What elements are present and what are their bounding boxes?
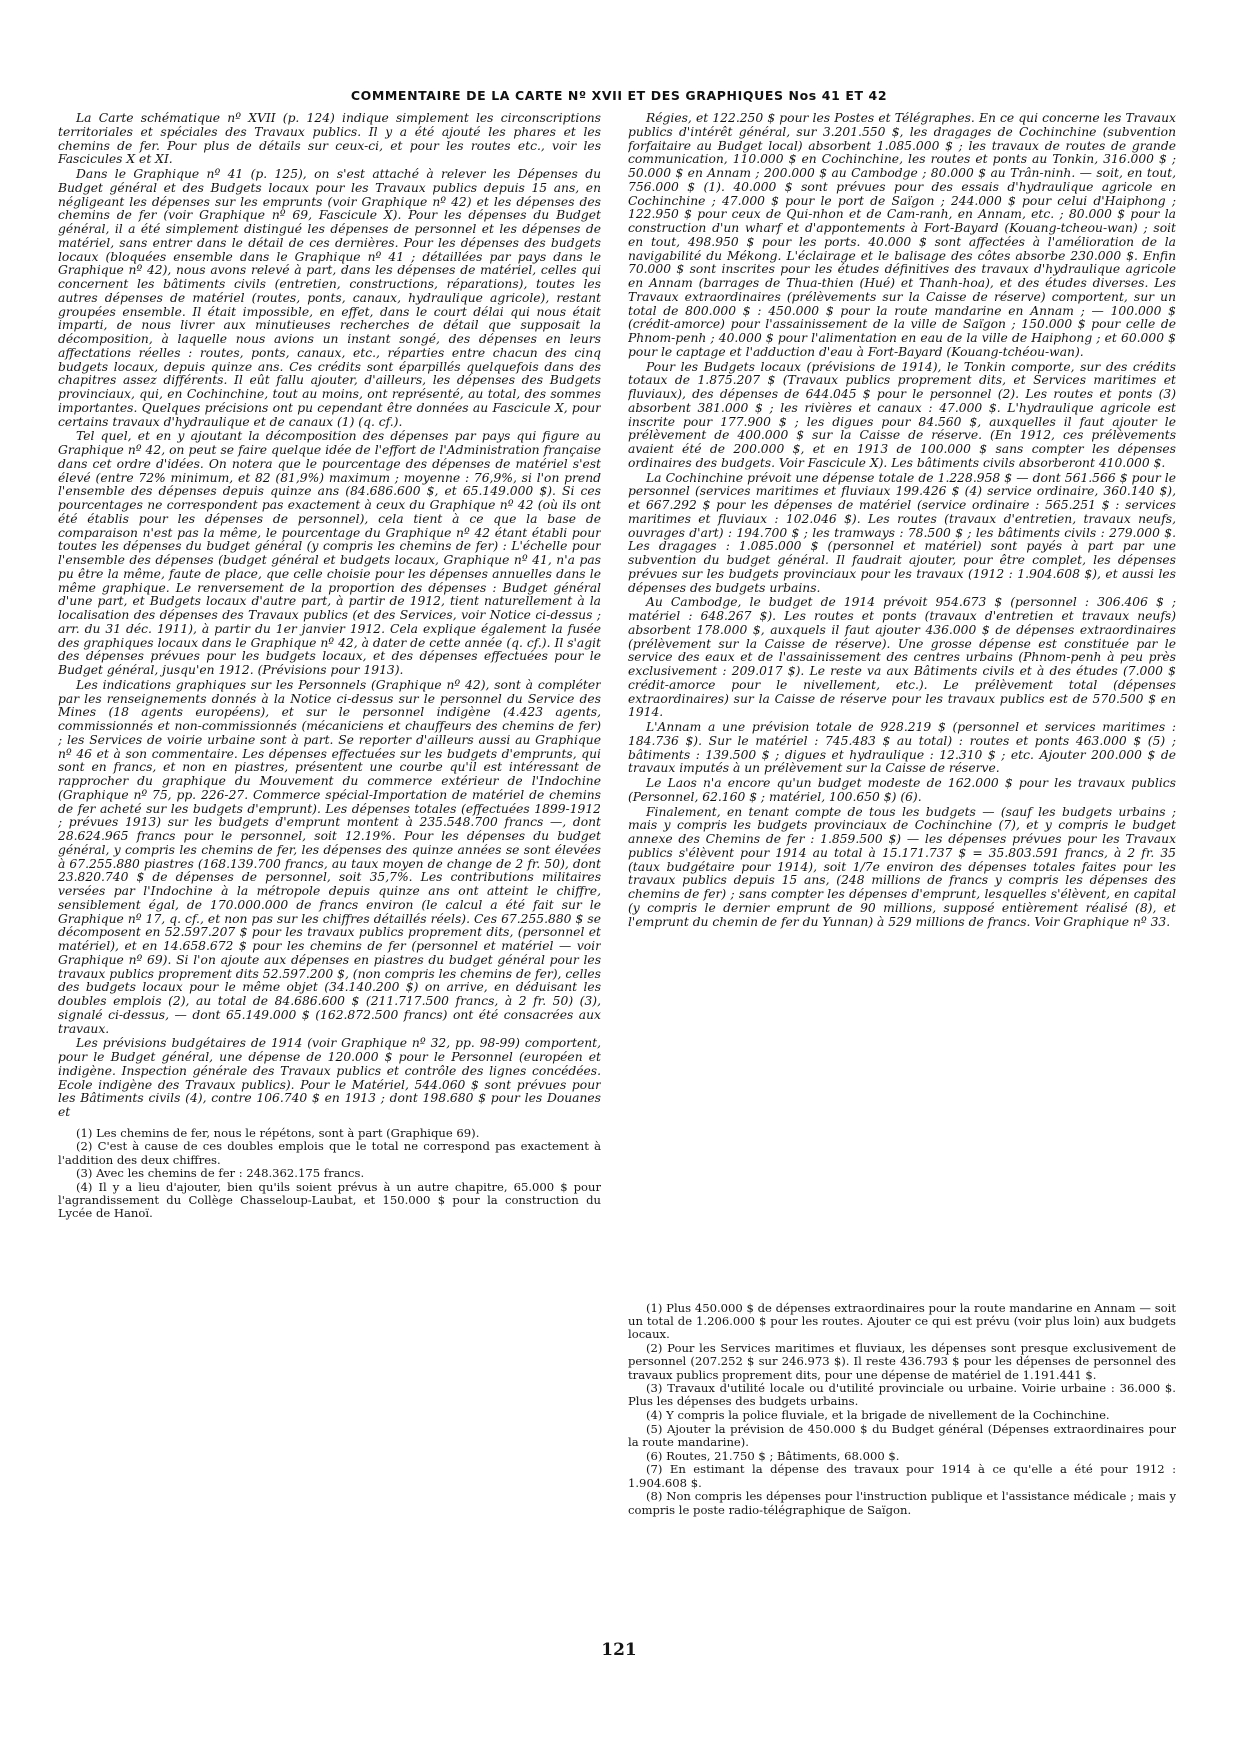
footnote: (1) Les chemins de fer, nous le répétons, sont à part (Graphique 69). [76, 1125, 480, 1140]
footnote: (7) En estimant la dépense des travaux pour 1914 à ce qu'elle a été pour 1912 : 1.904.608 $. [628, 1462, 1176, 1490]
page-number: 121 [601, 1640, 637, 1660]
body-paragraph: Pour les Budgets locaux (prévisions de 1914), le Tonkin comporte, sur des crédits totaux de 1.875.207 $ (Travaux publics proprement dits, et Services maritimes et fluviaux), des dépenses de 644.045 $ pour le personnel (2). Les routes et ponts (3) absorbent 381.000 $ ; les rivières et canaux : 47.000 $. L'hydraulique agricole est inscrite pour 177.900 $ ; les digues pour 84.560 $, auxquelles il faut ajouter le prélèvement de 400.000 $ sur la Caisse de réserve. (En 1912, ces prélèvements avaient été de 200.000 $, et en 1913 de 100.000 $ sans compter les dépenses ordinaires des budgets. Voir Fascicule X). Les bâtiments civils absorberont 410.000 $. [628, 359, 1176, 470]
body-paragraph: La Cochinchine prévoit une dépense totale de 1.228.958 $ — dont 561.566 $ pour le personnel (services maritimes et fluviaux 199.426 $ (4) service ordinaire, 360.140 $), et 667.292 $ pour les dépenses de matériel (service ordinaire : 565.251 $ : services maritimes et fluviaux : 102.046 $). Les routes (travaux d'entretien, travaux neufs, ouvrages d'art) : 194.700 $ ; les tramways : 78.500 $ ; les bâtiments civils : 279.000 $. Les dragages : 1.085.000 $ (personnel et matériel) sont payés à part par une subvention du budget général. Il faudrait ajouter, pour être complet, les dépenses prévues sur les budgets provinciaux pour les travaux (1912 : 1.904.608 $), et aussi les dépenses des budgets urbains. [628, 470, 1176, 595]
body-paragraph: Finalement, en tenant compte de tous les budgets — (sauf les budgets urbains ; mais y compris les budgets provinciaux de Cochinchine (7), et y compris le budget annexe des Chemins de fer : 1.859.500 $) — les dépenses prévues pour les Travaux publics s'élèvent pour 1914 au total à 15.171.737 $ = 35.803.591 francs, à 2 fr. 35 (taux budgétaire pour 1914), soit 1/7e environ des dépenses totales faites pour les travaux publics depuis 15 ans, (248 millions de francs y compris les dépenses des chemins de fer) ; sans compter les dépenses d'emprunt, lesquelles s'élèvent, en capital (y compris le dernier emprunt de 90 millions, supposé entièrement réalisé (8), et l'emprunt du chemin de fer du Yunnan) à 529 millions de francs. Voir Graphique nº 33. [628, 804, 1176, 929]
body-paragraph: Le Laos n'a encore qu'un budget modeste de 162.000 $ pour les travaux publics (Personnel, 62.160 $ ; matériel, 100.650 $) (6). [628, 776, 1176, 804]
body-paragraph: Les prévisions budgétaires de 1914 (voir Graphique nº 32, pp. 98-99) comportent, pour le Budget général, une dépense de 120.000 $ pour le Personnel (européen et indigène. Inspection générale des Travaux publics et contrôle des lignes concédées. Ecole indigène des Travaux publics). Pour le Matériel, 544.060 $ sont prévues pour les Bâtiments civils (4), contre 106.740 $ en 1913 ; dont 198.680 $ pour les Douanes et [58, 1036, 601, 1119]
left-footnotes [58, 1127, 601, 1221]
body-paragraph: Dans le Graphique nº 41 (p. 125), on s'est attaché à relever les Dépenses du Budget général et des Budgets locaux pour les Travaux publics depuis 15 ans, en négligeant les dépenses sur les emprunts (voir Graphique nº 42) et les dépenses des chemins de fer (voir Graphique nº 69, Fascicule X). Pour les dépenses du Budget général, il a été simplement distingué les dépenses de personnel et les dépenses de matériel, sans entrer dans le détail de ces dernières. Pour les dépenses des budgets locaux (bloquées ensemble dans le Graphique nº 41 ; détaillées par pays dans le Graphique nº 42), nous avons relevé à part, dans les dépenses de matériel, celles qui concernent les bâtiments civils (entretien, constructions, réparations), toutes les autres dépenses de matériel (routes, ponts, canaux, hydraulique agricole), restant groupées ensemble. Il était impossible, en effet, dans le court délai qui nous était imparti, de nous livrer aux minutieuses recherches de détail que supposait la décomposition, à laquelle nous avions un instant songé, des dépenses en leurs affectations réelles : routes, ponts, canaux, etc., réparties entre chacun des cinq budgets locaux, depuis quinze ans. Ces crédits sont éparpillés quelquefois dans des chapitres assez différents. Il eût fallu ajouter, d'ailleurs, les dépenses des Budgets provinciaux, qui, en Cochinchine, tout au moins, ont représenté, au total, des sommes importantes. Quelques précisions ont pu cependant être données au Fascicule X, pour certains travaux d'hydraulique et de canaux (1) (q. cf.). [58, 167, 601, 429]
body-paragraph: Régies, et 122.250 $ pour les Postes et Télégraphes. En ce qui concerne les Travaux publics d'intérêt général, sur 3.201.550 $, les dragages de Cochinchine (subvention forfaitaire au Budget local) absorbent 1.085.000 $ ; les travaux de routes de grande communication, 110.000 $ en Cochinchine, les routes et ponts au Tonkin, 316.000 $ ; 50.000 $ en Annam ; 200.000 $ au Cambodge ; 80.000 $ au Trân-ninh. — soit, en tout, 756.000 $ (1). 40.000 $ sont prévues pour des essais d'hydraulique agricole en Cochinchine ; 47.000 $ pour le port de Saïgon ; 244.000 $ pour celui d'Haiphong ; 122.950 $ pour ceux de Qui-nhon et de Cam-ranh, en Annam, etc. ; 80.000 $ pour la construction d'un wharf et d'appontements à Fort-Bayard (Kouang-tcheou-wan) ; soit en tout, 498.950 $ pour les ports. 40.000 $ sont affectées à l'amélioration de la navigabilité du Mékong. L'éclairage et le balisage des côtes absorbe 230.000 $. Enfin 70.000 $ sont inscrites pour les études définitives des travaux d'hydraulique agricole en Annam (barrages de Thua-thien (Hué) et Thanh-hoa), et des études diverses. Les Travaux extraordinaires (prélèvements sur la Caisse de réserve) comportent, sur un total de 800.000 $ : 450.000 $ pour la route mandarine en Annam ; — 100.000 $ (crédit-amorce) pour l'assainissement de la ville de Saïgon ; 150.000 $ pour celle de Phnom-penh ; 40.000 $ pour l'alimentation en eau de la ville de Haiphong ; et 60.000 $ pour le captage et l'adduction d'eau à Fort-Bayard (Kouang-tchéou-wan). [628, 112, 1176, 359]
footnote: (2) C'est à cause de ces doubles emplois que le total ne correspond pas exactement à l'addition des deux chiffres. [58, 1139, 601, 1167]
footnote: (6) Routes, 21.750 $ ; Bâtiments, 68.000 $. [646, 1448, 900, 1463]
footnote: (3) Travaux d'utilité locale ou d'utilité provinciale ou urbaine. Voirie urbaine : 36.000 $. Plus les dépenses des budgets urbains. [628, 1381, 1176, 1409]
footnote: (5) Ajouter la prévision de 450.000 $ du Budget général (Dépenses extraordinaires pour la route mandarine). [628, 1421, 1176, 1450]
left-column [58, 112, 601, 1622]
footnote: (4) Y compris la police fluviale, et la brigade de nivellement de la Cochinchine. [646, 1408, 1110, 1423]
footnote: (4) Il y a lieu d'ajouter, bien qu'ils soient prévus à un autre chapitre, 65.000 $ pour l'agrandissement du Collège Chasseloup-Laubat, et 150.000 $ pour la construction du Lycée de Hanoï. [58, 1180, 601, 1221]
right-column [628, 112, 1176, 1382]
right-footnotes [628, 1302, 1176, 1612]
body-paragraph: Les indications graphiques sur les Personnels (Graphique nº 42), sont à compléter par les renseignements donnés à la Notice ci-dessus sur le personnel du Service des Mines (18 agents européens), et sur le personnel indigène (4.423 agents, commissionnés et non-commissionnés (mécaniciens et chauffeurs des chemins de fer) ; les Services de voirie urbaine sont à part. Se reporter d'ailleurs aussi au Graphique nº 46 et à son commentaire. Les dépenses effectuées sur les budgets d'emprunts, qui sont en francs, et non en piastres, présentent une courbe qu'il est intéressant de rapprocher du graphique du Mouvement du commerce extérieur de l'Indochine (Graphique nº 75, pp. 226-27. Commerce spécial-Importation de matériel de chemins de fer acheté sur les budgets d'emprunt). Les dépenses totales (effectuées 1899-1912 ; prévues 1913) sur les budgets d'emprunt montent à 235.548.700 francs —, dont 28.624.965 francs pour le personnel, soit 12.19%. Pour les dépenses du budget général, y compris les chemins de fer, les dépenses des quinze années se sont élevées à 67.255.880 piastres (168.139.700 francs, au taux moyen de change de 2 fr. 50), dont 23.820.740 $ de dépenses de personnel, soit 35,7%. Les contributions militaires versées par l'Indochine à la métropole depuis quinze ans ont atteint le chiffre, sensiblement égal, de 170.000.000 de francs environ (le calcul a été fait sur le Graphique nº 17, q. cf., et non pas sur les chiffres détaillés réels). Ces 67.255.880 $ se décomposent en 52.597.207 $ pour les travaux publics proprement dits, (personnel et matériel), et en 14.658.672 $ pour les chemins de fer (personnel et matériel — voir Graphique nº 69). Si l'on ajoute aux dépenses en piastres du budget général pour les travaux publics proprement dits 52.597.200 $, (non compris les chemins de fer), celles des budgets locaux pour le même objet (34.140.200 $) on arrive, en déduisant les doubles emplois (2), au total de 84.686.600 $ (211.717.500 francs, à 2 fr. 50) (3), signalé ci-dessus, — dont 65.149.000 $ (162.872.500 francs) ont été consacrées aux travaux. [58, 677, 601, 1036]
body-paragraph: La Carte schématique nº XVII (p. 124) indique simplement les circonscriptions territoriales et spéciales des Travaux publics. Il y a été ajouté les phares et les chemins de fer. Pour plus de détails sur ceux-ci, et pour les routes etc., voir les Fascicules X et XI. [58, 112, 601, 167]
body-paragraph: Tel quel, et en y ajoutant la décomposition des dépenses par pays qui figure au Graphique nº 42, on peut se faire quelque idée de l'effort de l'Administration française dans cet ordre d'idées. On notera que le pourcentage des dépenses de matériel s'est élevé (entre 72% minimum, et 82 (81,9%) maximum ; moyenne : 76,9%, si l'on prend l'ensemble des dépenses depuis quinze ans (84.686.600 $, et 65.149.000 $). Si ces pourcentages ne correspondent pas exactement à ceux du Graphique nº 42 (où ils ont été établis pour les dépenses de personnel), cela tient à ce que la base de comparaison n'est pas la même, le pourcentage du Graphique nº 42 étant établi pour toutes les dépenses du budget général (y compris les chemins de fer) : L'échelle pour l'ensemble des dépenses (budget général et budgets locaux, Graphique nº 41, n'a pas pu être la même, faute de place, que celle choisie pour les dépenses annuelles dans le même graphique. Le renversement de la proportion des dépenses : Budget général d'une part, et Budgets locaux d'autre part, à partir de 1912, tient naturellement à la localisation des dépenses des Travaux publics (et des Services, voir Notice ci-dessus ; arr. du 31 déc. 1911), à partir du 1er janvier 1912. Cela explique également la fusée des graphiques locaux dans le Graphique nº 42, à dater de cette année (q. cf.). Il s'agit des dépenses prévues pour les budgets locaux, et des dépenses effectuées pour le Budget général, jusqu'en 1912. (Prévisions pour 1913). [58, 429, 601, 677]
footnote: (8) Non compris les dépenses pour l'instruction publique et l'assistance médicale ; mais y compris le poste radio-télégraphique de Saïgon. [628, 1489, 1176, 1517]
footnote: (3) Avec les chemins de fer : 248.362.175 francs. [76, 1166, 365, 1181]
footnote: (2) Pour les Services maritimes et fluviaux, les dépenses sont presque exclusivement de personnel (207.252 $ sur 246.973 $). Il reste 436.793 $ pour les dépenses de personnel des travaux publics proprement dits, pour une dépense de matériel de 1.191.441 $. [628, 1341, 1176, 1382]
page-header: COMMENTAIRE DE LA CARTE Nº XVII ET DES GRAPHIQUES Nos 41 ET 42 [350, 88, 888, 103]
body-paragraph: Au Cambodge, le budget de 1914 prévoit 954.673 $ (personnel : 306.406 $ ; matériel : 648.267 $). Les routes et ponts (travaux d'entretien et travaux neufs) absorbent 178.000 $, auxquels il faut ajouter 436.000 $ de dépenses extraordinaires (prélèvement sur la Caisse de réserve). Une grosse dépense est constituée par le service des eaux et de l'assainissement des centres urbains (Phnom-penh à peu près exclusivement : 209.017 $). Le reste va aux Bâtiments civils et à des études (7.000 $ crédit-amorce pour le nivellement, etc.). Le prélèvement total (dépenses extraordinaires) sur la Caisse de réserve pour les travaux publics est de 570.500 $ en 1914. [628, 595, 1176, 720]
footnote: (1) Plus 450.000 $ de dépenses extraordinaires pour la route mandarine en Annam — soit un total de 1.206.000 $ pour les routes. Ajouter ce qui est prévu (voir plus loin) aux budgets locaux. [628, 1302, 1176, 1342]
body-paragraph: L'Annam a une prévision totale de 928.219 $ (personnel et services maritimes : 184.736 $). Sur le matériel : 745.483 $ au total) : routes et ponts 463.000 $ (5) ; bâtiments : 139.500 $ ; digues et hydraulique : 12.310 $ ; etc. Ajouter 200.000 $ de travaux imputés à un prélèvement sur la Caisse de réserve. [628, 720, 1176, 776]
